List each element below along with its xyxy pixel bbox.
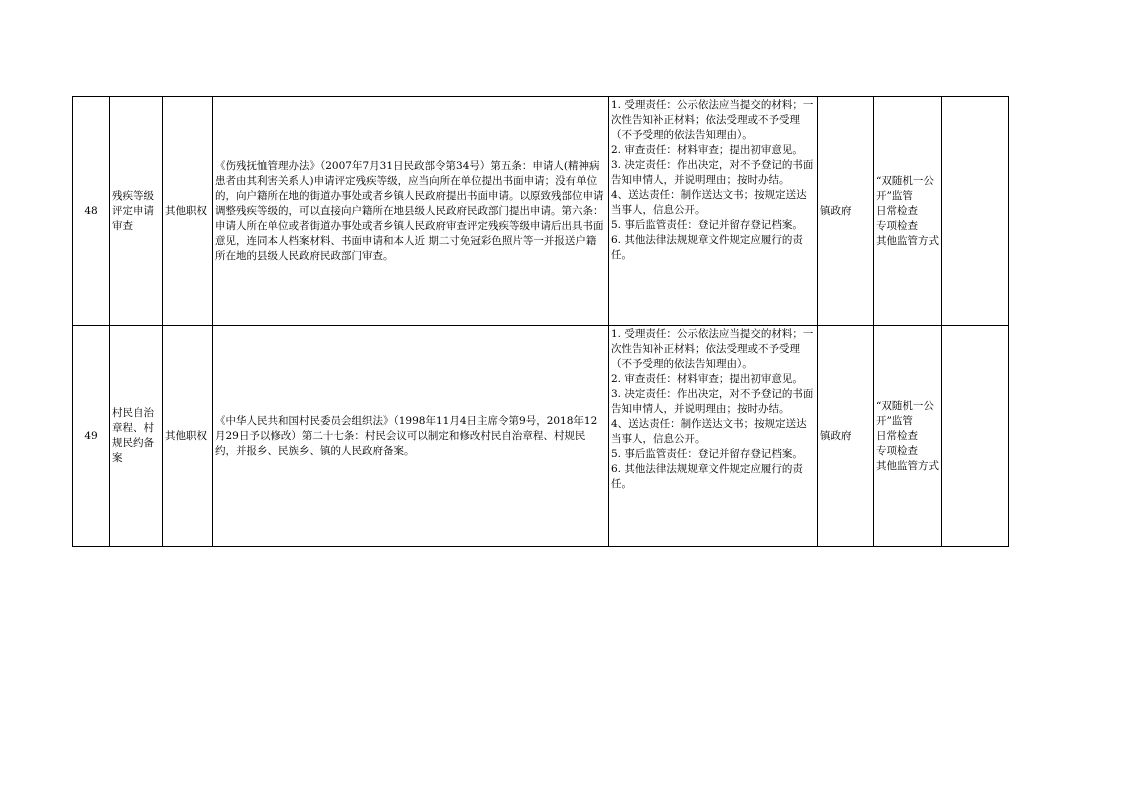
power-list-table bbox=[72, 96, 1009, 547]
responsibility-item: 3. 决定责任：作出决定，对不予登记的书面告知申情人，并说明理由；按时办结。 bbox=[611, 388, 814, 415]
legal-basis: 《伤残抚恤管理办法》（2007年7月31日民政部令第34号）第五条：申请人(精神病患者由其利害关系人)申请评定残疾等级，应当向所在单位提出书面申请；没有单位的，向户籍所在地的街道办事处或者乡镇人民政府提出书面申请。以原致残部位申请调整残疾等级的，可以直接向户籍所在地县级人民政府民政部门提出申请。第六条：申请人所在单位或者街道办事处或者乡镇人民政府审查评定残疾等级申请后出具书面意见，连同本人档案材料、书面申请和本人近 期二寸免冠彩色照片等一并报送户籍所在地的县级人民政府民政部门审查。 bbox=[213, 97, 609, 326]
responsibility-item: 5. 事后监管责任：登记并留存登记档案。 bbox=[611, 219, 803, 231]
item-name: 残疾等级评定申请审查 bbox=[110, 97, 163, 326]
responsibility-item: 6. 其他法律法规规章文件规定应履行的责任。 bbox=[611, 234, 803, 261]
responsibility-cell bbox=[609, 326, 818, 547]
row-number: 49 bbox=[73, 326, 110, 547]
responsibility-cell bbox=[609, 97, 818, 326]
row-number: 48 bbox=[73, 97, 110, 326]
responsibility-item: 5. 事后监管责任：登记并留存登记档案。 bbox=[611, 448, 803, 460]
item-name: 村民自治章程、村规民约备案 bbox=[110, 326, 163, 547]
responsibility-item: 4、送达责任：制作送达文书；按规定送达当事人，信息公开。 bbox=[611, 418, 807, 445]
responsibility-item: 2. 审查责任：材料审查；提出初审意见。 bbox=[611, 373, 803, 385]
responsibility-item: 4、送达责任：制作送达文书；按规定送达当事人，信息公开。 bbox=[611, 189, 807, 216]
supervision-method: “双随机一公开”监管 日常检查 专项检查 其他监管方式 bbox=[874, 326, 942, 547]
responsibility-item: 2. 审查责任：材料审查；提出初审意见。 bbox=[611, 144, 803, 156]
responsibility-item: 1. 受理责任：公示依法应当提交的材料；一次性告知补正材料；依法受理或不予受理（不予受理的依法告知理由）。 bbox=[611, 99, 814, 141]
legal-basis: 《中华人民共和国村民委员会组织法》（1998年11月4日主席令第9号，2018年12月29日予以修改）第二十七条：村民会议可以制定和修改村民自治章程、村规民约，并报乡、民族乡、镇的人民政府备案。 bbox=[213, 326, 609, 547]
power-type: 其他职权 bbox=[163, 97, 213, 326]
responsible-department: 镇政府 bbox=[818, 326, 874, 547]
responsible-department: 镇政府 bbox=[818, 97, 874, 326]
responsibility-item: 3. 决定责任：作出决定，对不予登记的书面告知申情人，并说明理由；按时办结。 bbox=[611, 159, 814, 186]
notes-cell bbox=[942, 97, 1009, 326]
responsibility-item: 6. 其他法律法规规章文件规定应履行的责任。 bbox=[611, 463, 803, 490]
notes-cell bbox=[942, 326, 1009, 547]
power-type: 其他职权 bbox=[163, 326, 213, 547]
supervision-method: “双随机一公开”监管 日常检查 专项检查 其他监管方式 bbox=[874, 97, 942, 326]
table-row bbox=[73, 326, 1009, 547]
table-row bbox=[73, 97, 1009, 326]
responsibility-item: 1. 受理责任：公示依法应当提交的材料；一次性告知补正材料；依法受理或不予受理（不予受理的依法告知理由）。 bbox=[611, 328, 814, 370]
